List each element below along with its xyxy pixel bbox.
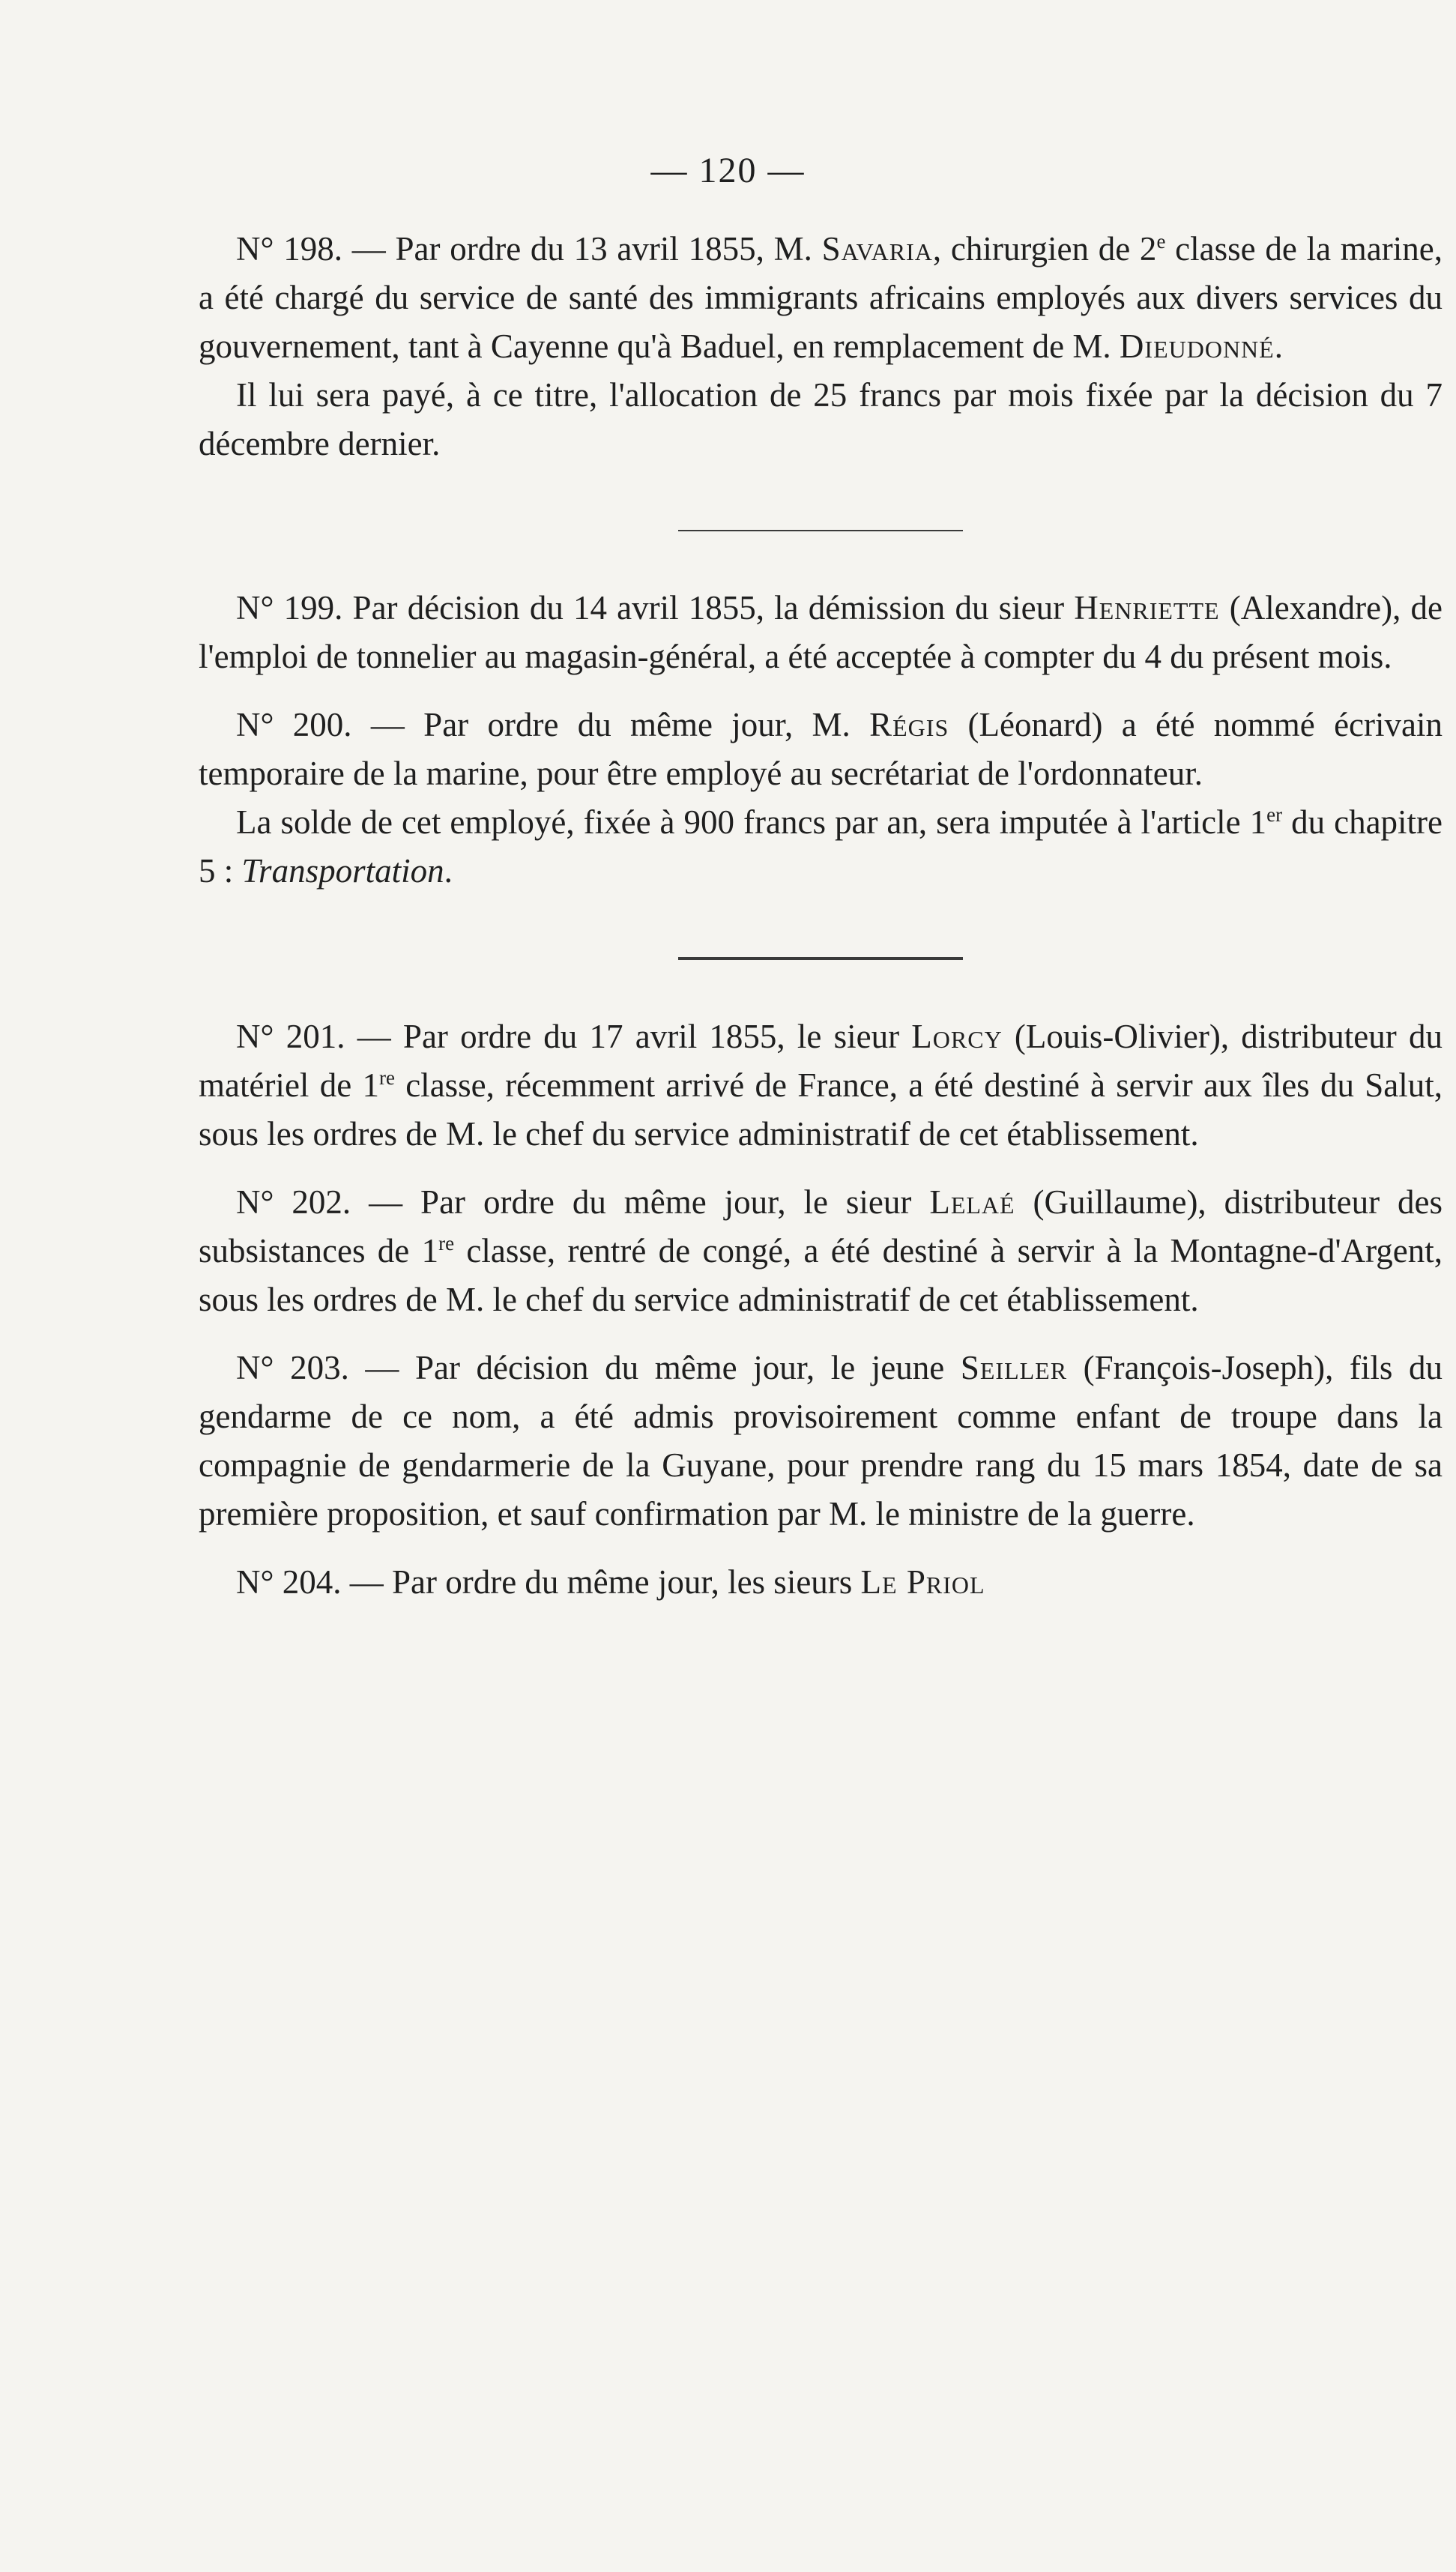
- superscript: re: [438, 1232, 455, 1255]
- entry-text: du chapitre 5 :: [199, 803, 1443, 890]
- entry-text: (François-Joseph), fils du gendarme de ce nom, a été admis provisoirement comme enfant de troupe dans la compagnie de gendarmerie de la Guyane, pour prendre rang du 15 mars 1854, date de sa première proposition, et sauf confirmation par M. le ministre de la guerre.: [199, 1349, 1443, 1533]
- entry-text: (Guillaume), distributeur des subsistances de 1: [199, 1183, 1443, 1270]
- page-number: — 120 —: [650, 151, 806, 190]
- person-name: Lelaé: [929, 1183, 1015, 1221]
- entry-label: N° 202.: [236, 1183, 351, 1221]
- entry-text: .: [1274, 327, 1283, 365]
- entry-text: classe, rentré de congé, a été destiné à servir à la Montagne-d'Argent, sous les ordres de M. le chef du service administratif de cet établissement.: [199, 1232, 1443, 1318]
- document-body: [199, 225, 1443, 1607]
- entry-label: N° 201.: [236, 1018, 345, 1055]
- entry-201: [199, 1012, 1443, 1159]
- superscript: e: [1156, 230, 1166, 253]
- entry-202: [199, 1178, 1443, 1324]
- person-name: Henriette: [1074, 589, 1220, 627]
- italic-term: Transportation: [241, 852, 444, 890]
- person-name: Le Priol: [860, 1563, 985, 1601]
- entry-text: classe de la marine, a été chargé du service de santé des immigrants africains employés aux divers services du gouvernement, tant à Cayenne qu'à Baduel, en remplacement de M.: [199, 230, 1443, 365]
- person-name: Seiller: [960, 1349, 1068, 1386]
- section-divider: [678, 530, 963, 531]
- entry-200: [199, 701, 1443, 798]
- entry-text: classe, récemment arrivé de France, a été destiné à servir aux îles du Salut, sous les ordres de M. le chef du service administratif de cet établissement.: [199, 1066, 1443, 1153]
- section-divider: [678, 957, 963, 960]
- entry-lead: — Par ordre du même jour, le sieur: [351, 1183, 930, 1221]
- entry-text: (Alexandre), de l'emploi de tonnelier au magasin-général, a été acceptée à compter du 4 du présent mois.: [199, 589, 1443, 675]
- person-name: Dieudonné: [1119, 327, 1275, 365]
- superscript: re: [378, 1066, 395, 1089]
- entry-lead: — Par décision du même jour, le jeune: [348, 1349, 961, 1386]
- entry-198: [199, 225, 1443, 371]
- person-name: Savaria: [821, 230, 933, 268]
- entry-label: N° 200.: [236, 706, 352, 743]
- entry-text: La solde de cet employé, fixée à 900 francs par an, sera imputée à l'article 1: [236, 803, 1267, 841]
- entry-lead: — Par ordre du 13 avril 1855, M.: [342, 230, 822, 268]
- entry-lead: — Par ordre du 17 avril 1855, le sieur: [345, 1018, 912, 1055]
- entry-label: N° 198.: [236, 230, 342, 268]
- person-name: Régis: [869, 706, 949, 743]
- entry-text: (Louis-Olivier), distributeur du matériel de 1: [199, 1018, 1443, 1104]
- entry-text: , chirurgien de 2: [932, 230, 1157, 268]
- entry-text: (Léonard) a été nommé écrivain temporaire de la marine, pour être employé au secrétariat de l'ordonnateur.: [199, 706, 1443, 792]
- entry-199: [199, 584, 1443, 681]
- entry-label: N° 199.: [236, 589, 343, 627]
- entry-204: [199, 1558, 1443, 1607]
- entry-lead: — Par ordre du même jour, les sieurs: [341, 1563, 861, 1601]
- entry-lead: — Par ordre du même jour, M.: [351, 706, 870, 743]
- entry-label: N° 203.: [236, 1349, 349, 1386]
- person-name: Lorcy: [911, 1018, 1003, 1055]
- entry-198-para-2: Il lui sera payé, à ce titre, l'allocation de 25 francs par mois fixée par la décision du 7 décembre dernier.: [199, 376, 1443, 462]
- entry-label: N° 204.: [236, 1563, 342, 1601]
- entry-text: .: [444, 852, 453, 890]
- entry-lead: Par décision du 14 avril 1855, la démission du sieur: [342, 589, 1075, 627]
- entry-200-para-2: [199, 798, 1443, 896]
- entry-203: [199, 1344, 1443, 1539]
- superscript: er: [1266, 803, 1283, 826]
